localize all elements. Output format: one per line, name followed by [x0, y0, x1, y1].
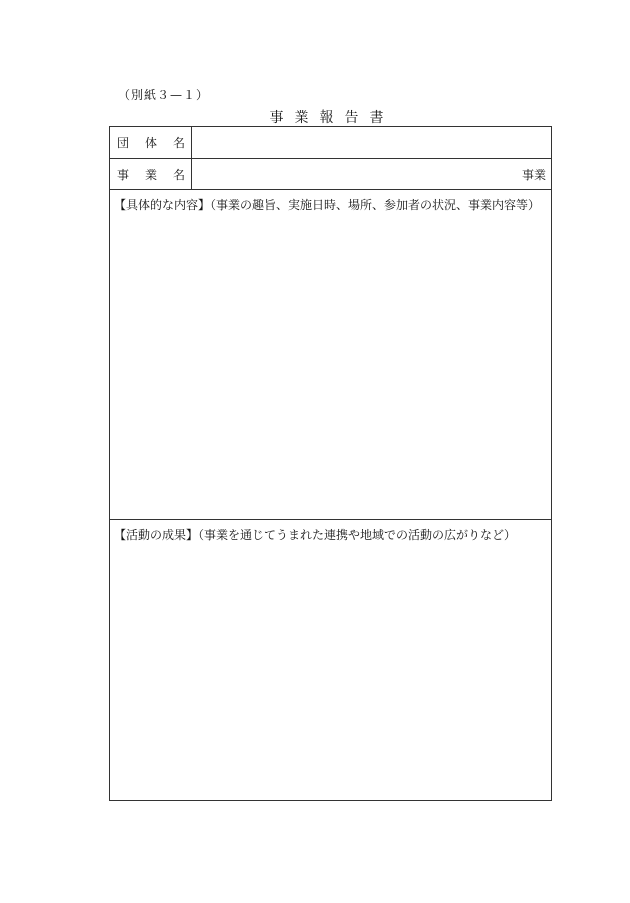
details-section[interactable] — [110, 190, 551, 520]
results-section[interactable] — [110, 520, 551, 800]
results-section-heading: 【活動の成果】（事業を通じてうまれた連携や地域での活動の広がりなど） — [114, 528, 517, 542]
project-name-label — [110, 159, 192, 189]
details-section-heading: 【具体的な内容】（事業の趣旨、実施日時、場所、参加者の状況、事業内容等） — [114, 198, 541, 212]
project-name-field[interactable] — [192, 159, 551, 189]
project-name-label-char: 事 — [117, 167, 130, 182]
document-title-char: 書 — [369, 110, 395, 126]
project-name-suffix: 事業 — [521, 167, 546, 182]
organization-name-field[interactable] — [192, 127, 551, 158]
document-title-char: 報 — [319, 110, 345, 126]
document-title-char: 事 — [269, 110, 295, 126]
project-name-label-char: 業 — [144, 167, 157, 182]
annex-label: （別紙３—１） — [118, 88, 210, 102]
organization-name-label-char: 団 — [117, 136, 130, 150]
organization-name-label — [110, 127, 192, 158]
project-name-row — [110, 159, 551, 190]
document-title — [110, 107, 554, 127]
organization-name-label-char: 名 — [172, 136, 185, 150]
organization-name-row — [110, 127, 551, 159]
document-title-char: 告 — [344, 110, 370, 126]
document-title-char: 業 — [294, 110, 320, 126]
project-name-label-char: 名 — [172, 167, 185, 182]
report-form — [109, 126, 552, 801]
organization-name-label-char: 体 — [144, 136, 157, 150]
